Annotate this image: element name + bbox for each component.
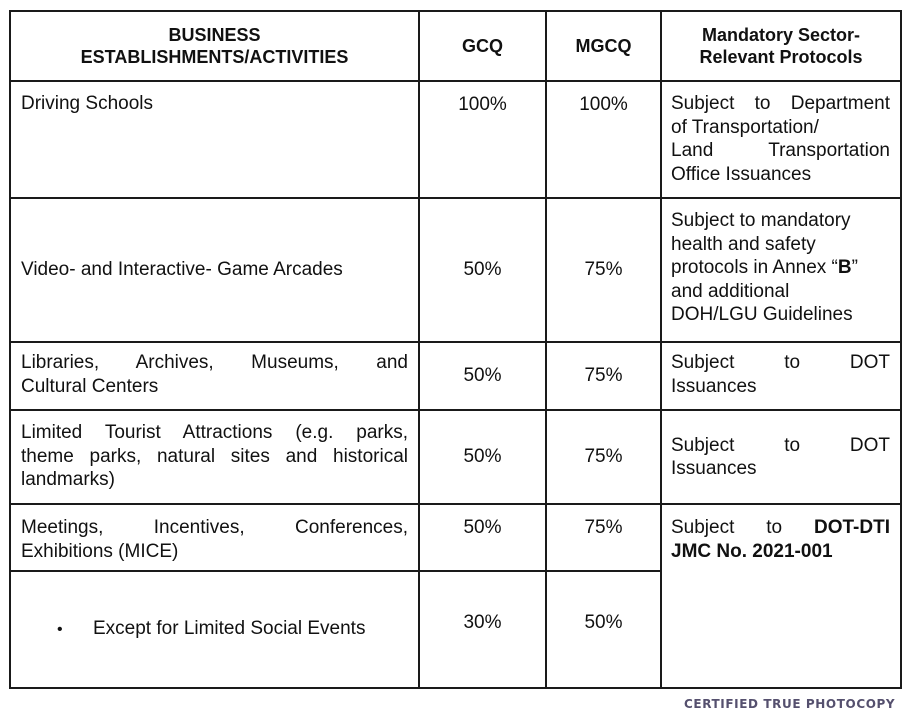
activity-cell: Driving Schools: [10, 81, 419, 198]
activity-cell: Libraries, Archives, Museums, and Cultural Centers: [10, 342, 419, 410]
protocol-table: [9, 10, 902, 689]
protocol-cell: Subject to DOT-DTI JMC No. 2021-001: [661, 504, 901, 688]
table-row: [10, 342, 901, 410]
protocol-cell: Subject to DOT Issuances: [661, 410, 901, 504]
table-row: [10, 504, 901, 571]
mgcq-cell: 75%: [546, 342, 661, 410]
gcq-cell: 50%: [419, 342, 546, 410]
activity-cell: Video- and Interactive- Game Arcades: [10, 198, 419, 342]
mgcq-cell: 75%: [546, 504, 661, 571]
activity-cell: • Except for Limited Social Events: [10, 571, 419, 688]
certified-stamp: CERTIFIED TRUE PHOTOCOPY: [684, 697, 896, 711]
header-gcq: GCQ: [419, 11, 546, 81]
gcq-cell: 50%: [419, 198, 546, 342]
activity-cell: Limited Tourist Attractions (e.g. parks, theme parks, natural sites and historical landmarks): [10, 410, 419, 504]
table-row: [10, 410, 901, 504]
mgcq-cell: 75%: [546, 410, 661, 504]
gcq-cell: 100%: [419, 81, 546, 198]
header-mgcq: MGCQ: [546, 11, 661, 81]
bullet-icon: •: [57, 621, 63, 639]
protocol-cell: Subject to DOT Issuances: [661, 342, 901, 410]
protocol-cell: Subject to Department of Transportation/ Land Transportation Office Issuances: [661, 81, 901, 198]
activity-cell: Meetings, Incentives, Conferences, Exhibitions (MICE): [10, 504, 419, 571]
table-row: [10, 81, 901, 198]
header-row: [10, 11, 901, 81]
header-protocols: Mandatory Sector- Relevant Protocols: [661, 11, 901, 81]
mgcq-cell: 100%: [546, 81, 661, 198]
table-row: [10, 198, 901, 342]
mgcq-cell: 50%: [546, 571, 661, 688]
protocol-cell: Subject to mandatory health and safety protocols in Annex “B” and additional DOH/LGU Guidelines: [661, 198, 901, 342]
header-activities: BUSINESS ESTABLISHMENTS/ACTIVITIES: [10, 11, 419, 81]
mgcq-cell: 75%: [546, 198, 661, 342]
gcq-cell: 30%: [419, 571, 546, 688]
gcq-cell: 50%: [419, 410, 546, 504]
gcq-cell: 50%: [419, 504, 546, 571]
